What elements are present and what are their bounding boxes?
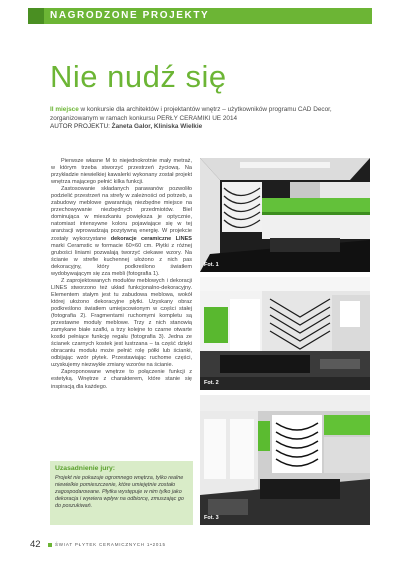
article-intro [50, 106, 375, 132]
body-paragraph-1: Pierwsze własne M to niejednokrotnie mały metraż, w którym trzeba stworzyć przestrzeń życiową. Na przykładzie niewielkiej kawalerki wykonany został projekt wnętrza mającego pełnić kilka funkcji. [51, 158, 192, 186]
photo-2 [200, 277, 370, 390]
photo-1 [200, 158, 370, 272]
body-paragraph-2-bold: dekoracje ceramiczne LINES [110, 235, 192, 242]
photo-3 [200, 395, 370, 525]
intro-text: w konkursie dla architektów i projektantów wnętrz – użytkowników programu CAD Decor, zorganizowanym w ramach konkursu PERŁY CERAMIKI UE 2014 [50, 106, 332, 122]
page-number: 42 [30, 539, 41, 550]
body-paragraph-2-text: Zastosowanie składanych parawanów pozwoliło podzielić przestrzeń na strefy w zależności od potrzeb, a zabudowy meblowe gwarantują niezbędne miejsce na przechowywanie niezbędnych przedmiotów. Biel dominująca w mieszkaniu powiększa je optycznie, natomiast intensywne koloru pojawiające się w tej aranżacji wprowadzają pozytywną energię. W projekcie zostały wykorzystane [51, 186, 192, 242]
body-paragraph-2 [51, 186, 192, 278]
section-header-label: NAGRODZONE PROJEKTY [50, 10, 210, 21]
body-paragraph-2-end: marki Ceramstic w formacie 60×60 cm. Płytki z różnej grubości liniami pozwalają tworzyć ciekawe wzory. Na ścianie w strefie kuchennej ułożono z nich pas dekoracyjny, który podkreślono światłem wydobywającym się zza mebli (fotografia 1). [51, 242, 192, 277]
article-body [51, 158, 192, 391]
body-paragraph-3: Z zaprojektowanych modułów meblowych i dekoracji LINES stworzono też układ funkcjonalno-dekoracyjny. Elementem stałym jest tu zabudowa meblowa, wokół której ułożono dekoracyjne płytki. Uzyskany obraz podkreślono światłem umiejscowionym w części stałej (fotografia 2). Fragmentami ruchomymi kompletu są przestawne moduły meblowe. Trzy z nich stanowią zamykane białe szafki, a trzy kolejne to czarne otwarte kostki pełniące funkcję regału (fotografia 3). Jedna ze ścianek czarnych kostek jest lustrzana – ta część dzięki obracaniu modułu może pełnić rolę półki lub ścianki, odbijając wzór płytek. Przestawiając ruchome części, uzyskujemy niezwykłe zmiany wzorów na ścianie. [51, 277, 192, 369]
body-paragraph-4: Zaproponowane wnętrze to połączenie funkcji z estetyką. Wnętrze z charakterem, które stanie się inspiracją dla każdego. [51, 369, 192, 390]
photo-1-label: Fot. 1 [204, 262, 219, 268]
header-square [28, 8, 44, 24]
jury-box [50, 461, 193, 525]
article-title: Nie nudź się [50, 59, 227, 94]
photo-3-label: Fot. 3 [204, 515, 219, 521]
author-name: Żaneta Galor, Kliniska Wielkie [111, 123, 203, 131]
jury-title: Uzasadnienie jury: [55, 465, 116, 472]
photo-1-image [200, 158, 370, 272]
magazine-name: ŚWIAT PŁYTEK CERAMICZNYCH 1•2015 [55, 542, 166, 547]
intro-place: II miejsce [50, 106, 79, 113]
page-footer [30, 539, 370, 551]
footer-square [48, 543, 52, 547]
photo-3-image [200, 395, 370, 525]
section-header-bar [28, 8, 372, 24]
photo-2-image [200, 277, 370, 390]
author-label: AUTOR PROJEKTU: [50, 123, 112, 131]
jury-text: Projekt nie pokazuje ogromnego wnętrza, tylko realne niewielkie pomieszczenie, które umiejętnie zostało zagospodarowane. Płytka występuje w nim tylko jako dekoracja i wywiera wpływ na odbiorcę, zmuszając go do poszukiwań. [55, 475, 184, 509]
photo-2-label: Fot. 2 [204, 380, 219, 386]
